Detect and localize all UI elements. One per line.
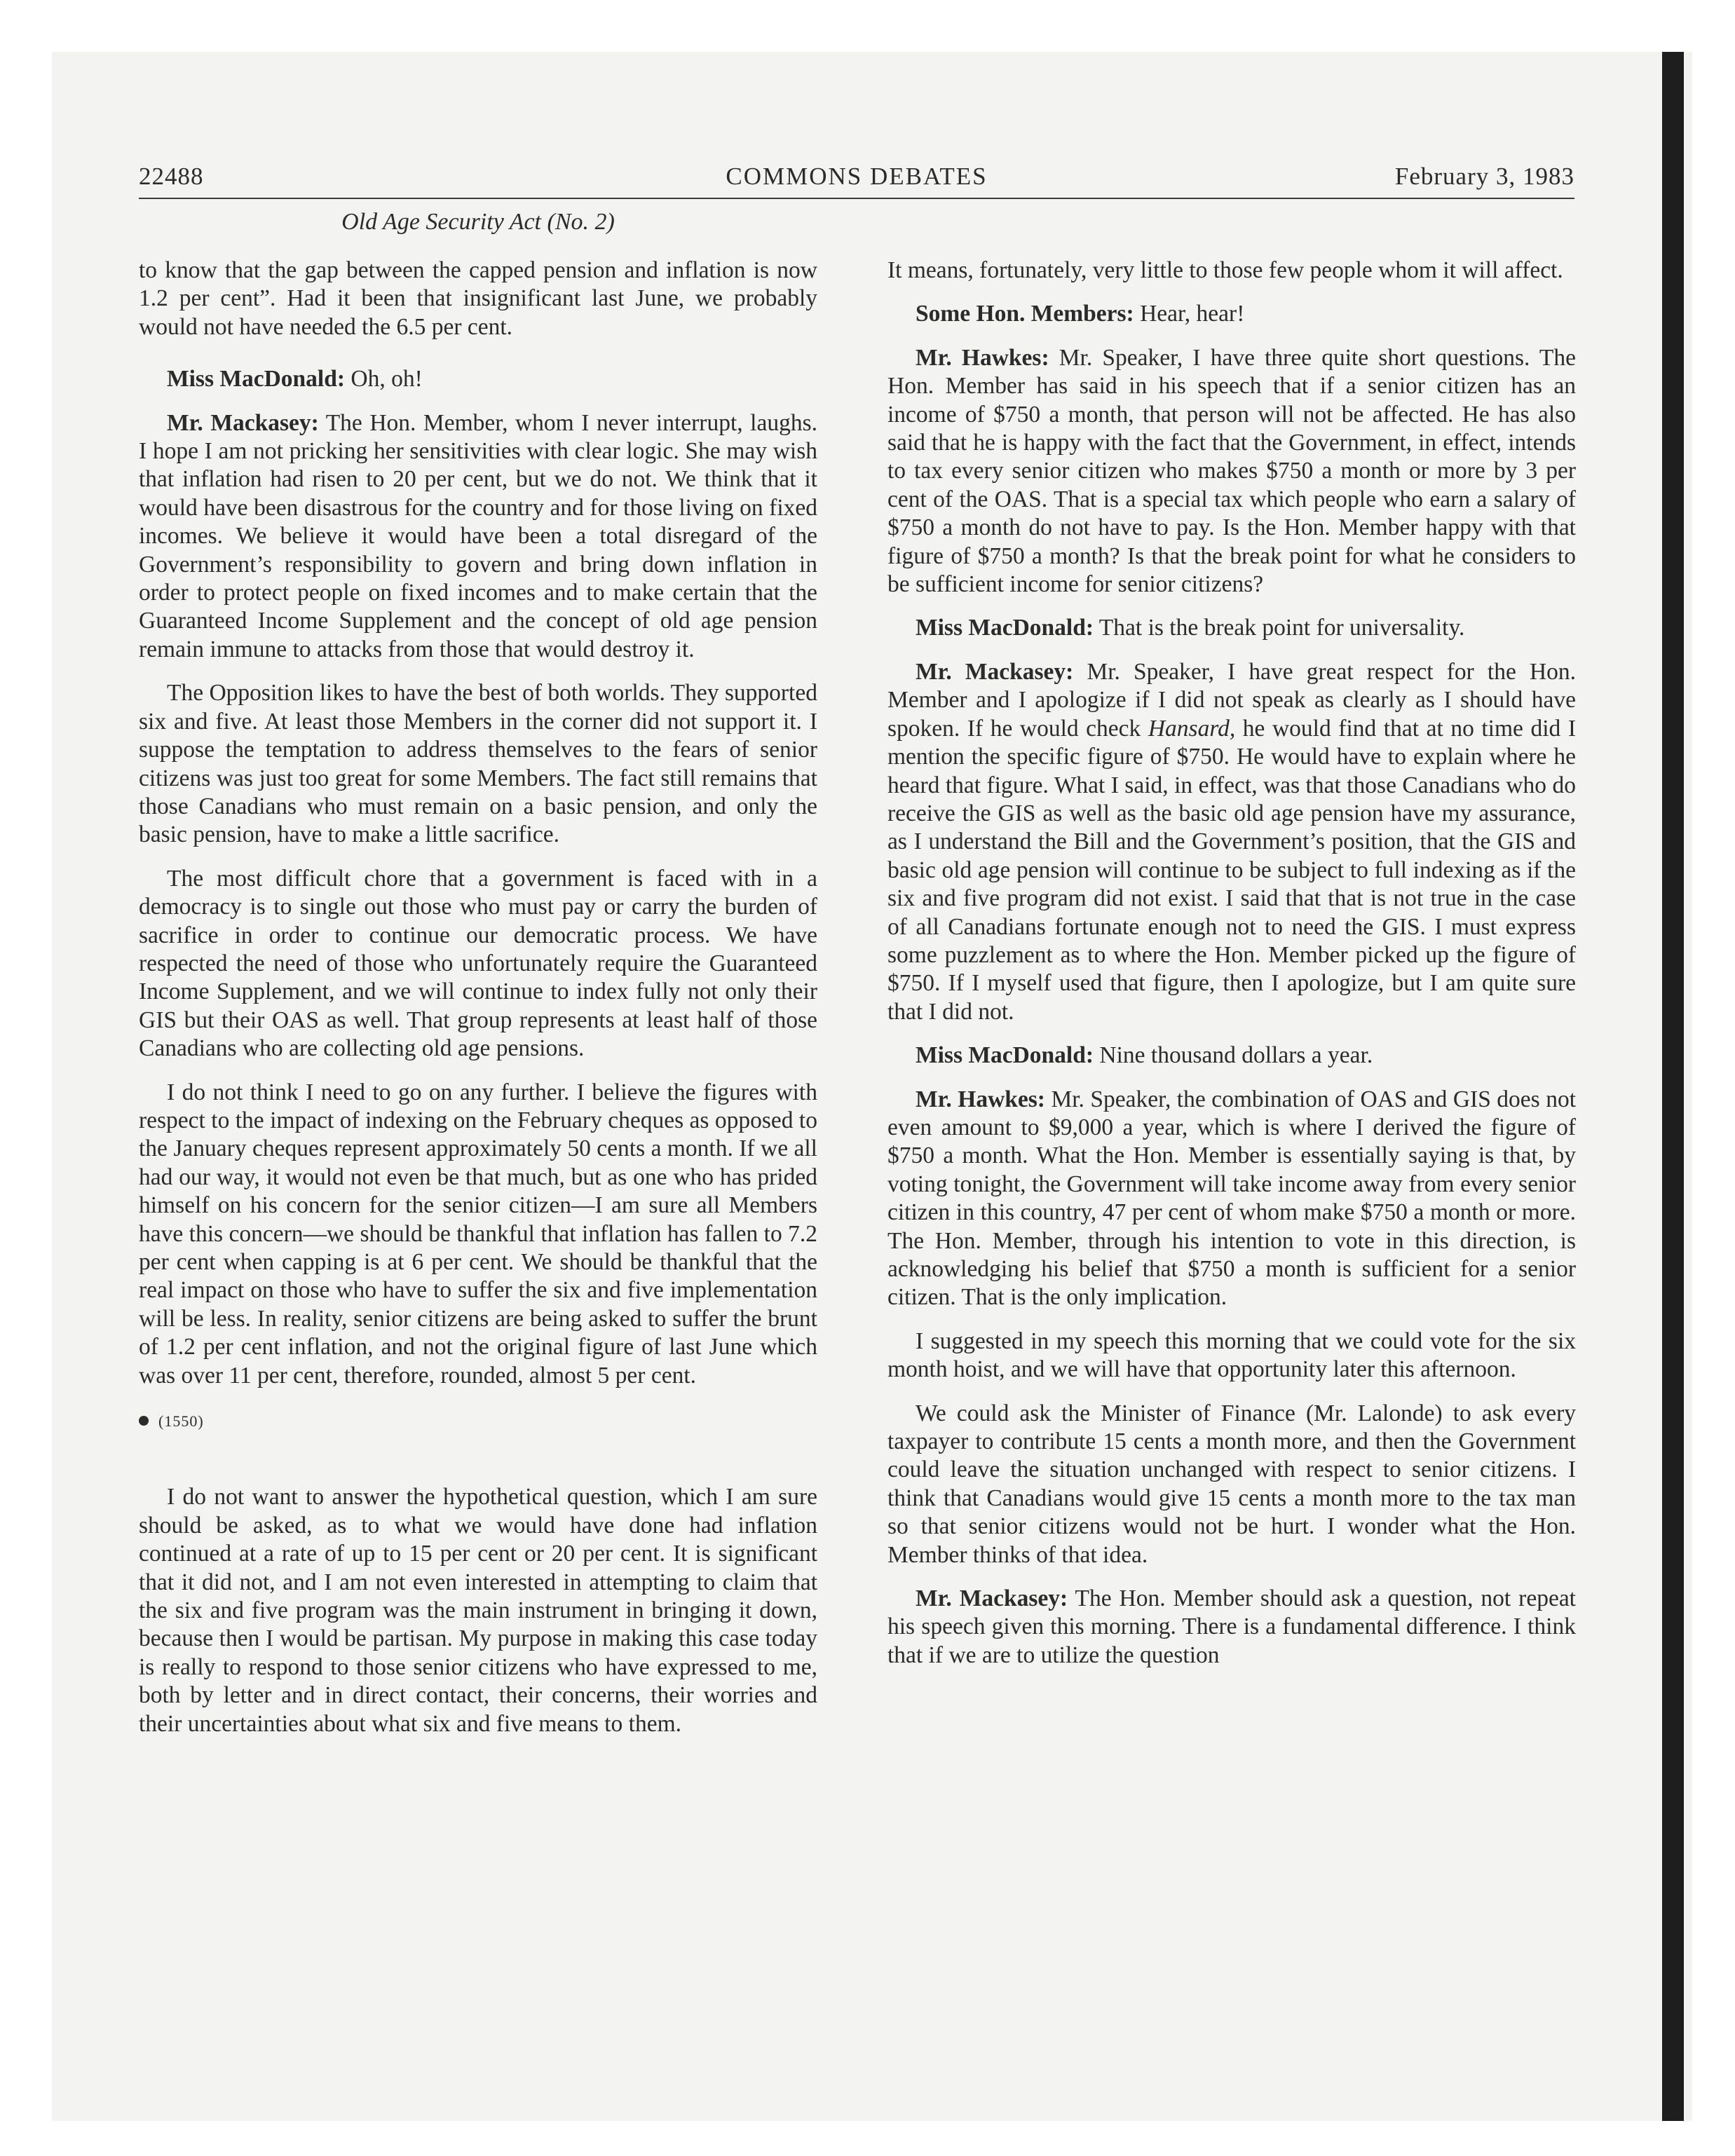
paragraph: I suggested in my speech this morning that we could vote for the six month hoist, and we will have that opportunity later this afternoon. <box>887 1328 1576 1383</box>
speech-text: Mr. Speaker, the combination of OAS and GIS does not even amount to $9,000 a year, which is where I derived the figure of $750 a month. What the Hon. Member is essentially saying is that, by voting tonight, the Government will take income away from every senior citizen in this country, 47 per cent of whom make $750 a month or more. The Hon. Member, through his intention to vote in this direction, is acknowledging his belief that $750 a month is sufficient for a senior citizen. That is the only implication. <box>887 1086 1577 1311</box>
header-rule <box>139 198 1574 199</box>
scan-edge-bar <box>1662 52 1684 2121</box>
hansard-reference: Hansard, <box>1148 715 1236 742</box>
speaker-name: Mr. Hawkes: <box>916 1086 1045 1112</box>
left-column <box>139 257 817 1738</box>
speaker-name: Mr. Hawkes: <box>916 344 1049 371</box>
speech-text: Hear, hear! <box>1134 301 1245 327</box>
paragraph: We could ask the Minister of Finance (Mr. Lalonde) to ask every taxpayer to contribute 15 cents a month more, and then the Government could leave the situation unchanged with respect to senior citizens. I think that Canadians would give 15 cents a month more to the tax man so that senior citizens would not be hurt. I wonder what the Hon. Member thinks of that idea. <box>887 1400 1576 1568</box>
paragraph: I do not think I need to go on any further. I believe the figures with respect to the impact of indexing on the February cheques as opposed to the January cheques represent approximately 50 cents a month. If we all had our way, it would not even be that much, but as one who has prided himself on his concern for the senior citizen—I am sure all Members have this concern—we should be thankful that inflation has fallen to 7.2 per cent when capping is at 6 per cent. We should be thankful that the real impact on those who have to suffer the six and five implementation will be less. In reality, senior citizens are being asked to suffer the brunt of 1.2 per cent inflation, and not the original figure of last June which was over 11 per cent, therefore, rounded, almost 5 per cent. <box>139 1079 817 1389</box>
paragraph: It means, fortunately, very little to those few people whom it will affect. <box>887 257 1563 283</box>
speech-text: The Hon. Member, whom I never interrupt, laughs. I hope I am not pricking her sensitivities with clear logic. She may wish that inflation had risen to 20 per cent, but we do not. We think that it would have been disastrous for the country and for those living on fixed incomes. We believe it would have been a total disregard of the Government’s responsibility to govern and bring down inflation in order to protect people on fixed incomes and to make certain that the Guaranteed Income Supplement and the concept of old age pension remain immune to attacks from those that would destroy it. <box>139 409 818 662</box>
header-date: February 3, 1983 <box>1394 163 1574 190</box>
speaker-name: Miss MacDonald: <box>167 366 346 393</box>
timestamp: (1550) <box>158 1412 204 1431</box>
speech-text: Mr. Speaker, I have great respect for the Hon. Member and I apologize if I did not speak as clearly as I should have spoken. If he would check <box>887 658 1577 742</box>
paragraph: The most difficult chore that a government is faced with in a democracy is to single out those who must pay or carry the burden of sacrifice in order to continue our democratic process. We have respected the need of those who unfortunately require the Guaranteed Income Supplement, and we will continue to index fully not only their GIS but their OAS as well. That group represents at least half of those Canadians who are collecting old age pensions. <box>139 865 817 1062</box>
paragraph: I do not want to answer the hypothetical question, which I am sure should be asked, as to what we would have done had inflation continued at a rate of up to 15 per cent or 20 per cent. It is significant that it did not, and I am not even interested in attempting to claim that the six and five program was the main instrument in bringing it down, because then I would be partisan. My purpose in making this case today is really to respond to those senior citizens who have expressed to me, both by letter and in direct contact, their concerns, their worries and their uncertainties about what six and five means to them. <box>139 1484 817 1737</box>
speech-paragraph <box>887 658 1576 1026</box>
speech-text: Mr. Speaker, I have three quite short questions. The Hon. Member has said in his speech that if a senior citizen has an income of $750 a month, that person will not be affected. He has also said that he is happy with the fact that the Government, in effect, intends to tax every senior citizen who makes $750 a month or more by 3 per cent of the OAS. That is a special tax which people who earn a salary of $750 a month do not have to pay. Is the Hon. Member happy with that figure of $750 a month? Is that the break point for what he considers to be sufficient income for senior citizens? <box>887 344 1576 598</box>
speech-paragraph <box>139 409 817 664</box>
page-number: 22488 <box>139 163 204 190</box>
right-column <box>887 257 1576 1670</box>
speaker-name: Miss MacDonald: <box>916 1042 1094 1069</box>
speech-paragraph <box>887 300 1576 328</box>
speech-paragraph <box>887 344 1576 599</box>
speech-paragraph <box>139 365 817 393</box>
speech-paragraph <box>887 614 1576 642</box>
speech-text: Nine thousand dollars a year. <box>1094 1042 1373 1069</box>
speech-text: Oh, oh! <box>345 366 423 393</box>
speech-text: he would find that at no time did I mention the specific figure of $750. He would have to explain where he heard that figure. What I said, in effect, was that those Canadians who do receive the GIS as well as the basic old age pension have my assurance, as I understand the Bill and the Government’s position, that the GIS and basic old age pension will continue to be subject to full indexing as if the six and five program did not exist. I said that that is not true in the case of all Canadians fortunate enough not to need the GIS. I must express some puzzlement as to where the Hon. Member picked up the figure of $750. If I myself used that figure, then I apologize, but I am quite sure that I did not. <box>887 715 1576 1025</box>
publication-title: COMMONS DEBATES <box>726 163 988 190</box>
bullet-icon <box>139 1416 149 1426</box>
speech-paragraph <box>887 1086 1576 1312</box>
speaker-name: Miss MacDonald: <box>916 615 1094 641</box>
paragraph: The Opposition likes to have the best of both worlds. They supported six and five. At least those Members in the corner did not support it. I suppose the temptation to address themselves to the fears of senior citizens was just too great for some Members. The fact still remains that those Canadians who must remain on a basic pension, and only the basic pension, have to make a little sacrifice. <box>139 680 817 848</box>
page-header <box>139 163 1574 195</box>
speaker-name: Mr. Mackasey: <box>167 409 319 436</box>
speaker-name: Mr. Mackasey: <box>916 658 1074 685</box>
speech-paragraph <box>887 1042 1576 1070</box>
speech-paragraph <box>887 1585 1576 1670</box>
timestamp-marker <box>139 1405 817 1435</box>
section-subtitle: Old Age Security Act (No. 2) <box>341 209 615 235</box>
speaker-name: Some Hon. Members: <box>916 301 1134 327</box>
speech-text: That is the break point for universality. <box>1094 615 1465 641</box>
speech-text: The Hon. Member should ask a question, not repeat his speech given this morning. There is a fundamental difference. I think that if we are to utilize the question <box>887 1585 1576 1668</box>
paragraph: to know that the gap between the capped pension and inflation is now 1.2 per cent”. Had it been that insignificant last June, we probably would not have needed the 6.5 per cent. <box>139 257 817 340</box>
speaker-name: Mr. Mackasey: <box>916 1585 1068 1612</box>
